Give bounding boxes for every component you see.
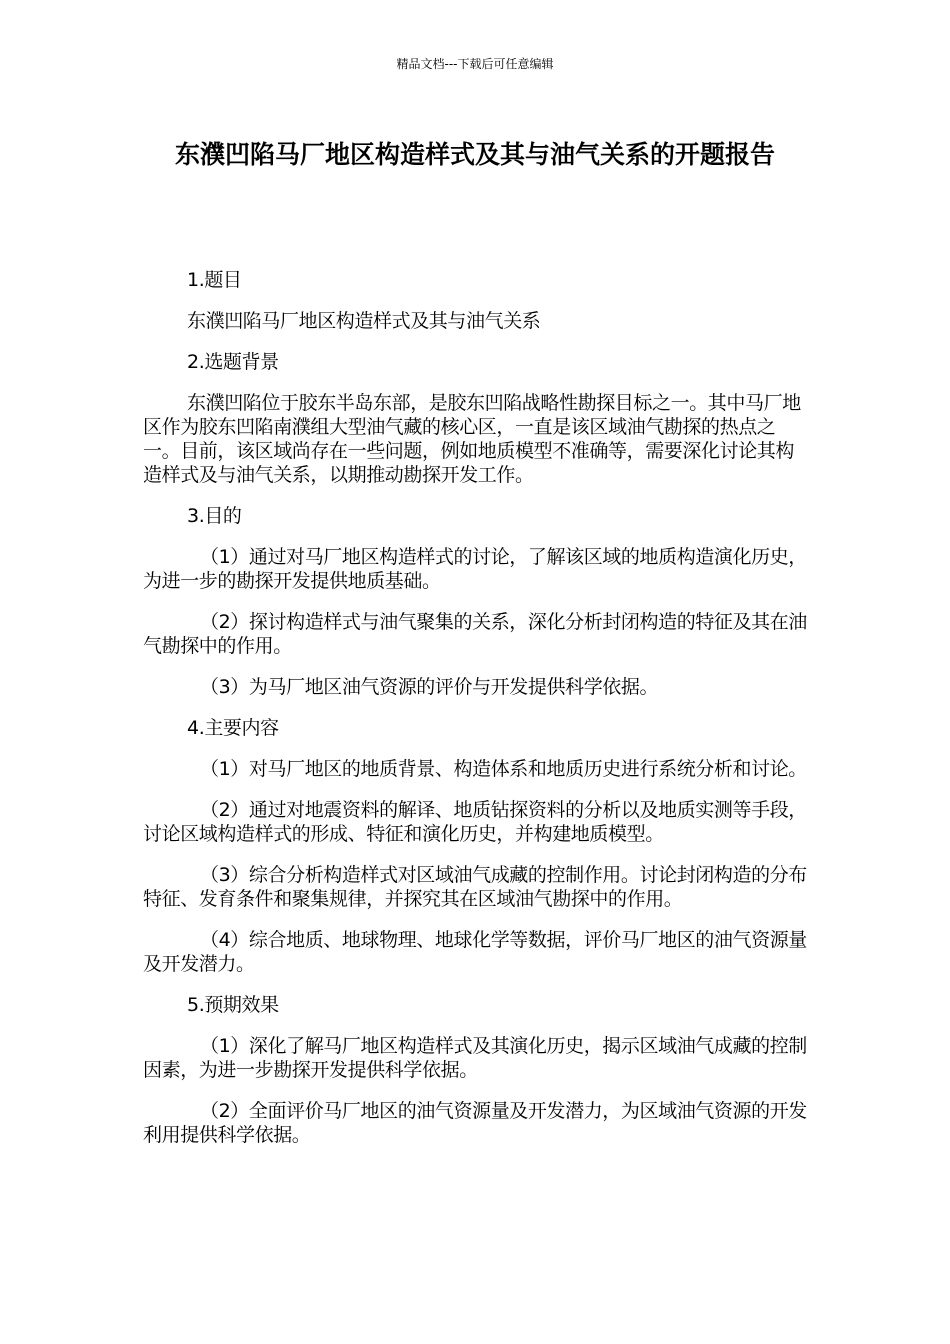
purpose-item-1: （1）通过对马厂地区构造样式的讨论，了解该区域的地质构造演化历史，为进一步的勘探开发提供地质基础。 xyxy=(143,546,807,592)
topic-text: 东濮凹陷马厂地区构造样式及其与油气关系 xyxy=(187,310,541,332)
purpose-item-3: （3）为马厂地区油气资源的评价与开发提供科学依据。 xyxy=(200,676,659,698)
background-paragraph: 东濮凹陷位于胶东半岛东部，是胶东凹陷战略性勘探目标之一。其中马厂地区作为胶东凹陷南濮组大型油气藏的核心区，一直是该区域油气勘探的热点之一。目前，该区域尚存在一些问题，例如地质模型不准确等，需要深化讨论其构造样式及与油气关系，以期推动勘探开发工作。 xyxy=(143,392,801,486)
section-heading-content: 4.主要内容 xyxy=(187,717,279,739)
document-body xyxy=(143,268,807,1164)
content-item-4: （4）综合地质、地球物理、地球化学等数据，评价马厂地区的油气资源量及开发潜力。 xyxy=(143,929,807,975)
section-heading-background: 2.选题背景 xyxy=(187,351,279,373)
purpose-item-2: （2）探讨构造样式与油气聚集的关系，深化分析封闭构造的特征及其在油气勘探中的作用。 xyxy=(143,611,807,657)
section-heading-topic: 1.题目 xyxy=(187,269,242,291)
content-item-2: （2）通过对地震资料的解译、地质钻探资料的分析以及地质实测等手段，讨论区域构造样式的形成、特征和演化历史，并构建地质模型。 xyxy=(143,799,807,845)
content-item-1: （1）对马厂地区的地质背景、构造体系和地质历史进行系统分析和讨论。 xyxy=(200,758,807,780)
document-title: 东濮凹陷马厂地区构造样式及其与油气关系的开题报告 xyxy=(174,140,775,169)
expected-item-1: （1）深化了解马厂地区构造样式及其演化历史，揭示区域油气成藏的控制因素，为进一步勘探开发提供科学依据。 xyxy=(143,1035,807,1081)
page-header: 精品文档---下载后可任意编辑 xyxy=(396,57,554,71)
section-heading-purpose: 3.目的 xyxy=(187,505,242,527)
expected-item-2: （2）全面评价马厂地区的油气资源量及开发潜力，为区域油气资源的开发利用提供科学依据。 xyxy=(143,1100,807,1146)
content-item-3: （3）综合分析构造样式对区域油气成藏的控制作用。讨论封闭构造的分布特征、发育条件和聚集规律，并探究其在区域油气勘探中的作用。 xyxy=(143,864,807,910)
section-heading-expected-results: 5.预期效果 xyxy=(187,994,279,1016)
